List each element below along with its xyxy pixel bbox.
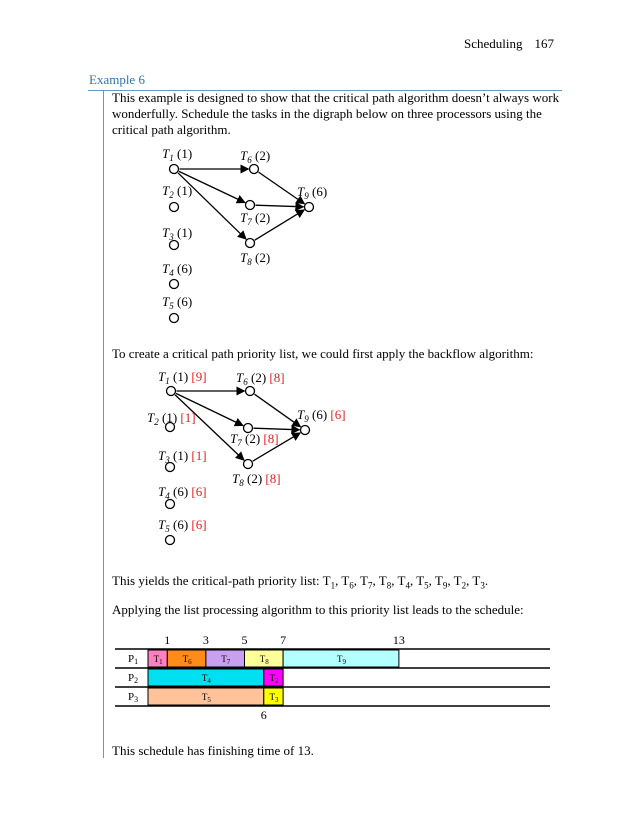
- priority-item: $T_9$: [434, 573, 448, 591]
- priority-item: $T_7$: [360, 573, 373, 591]
- node-label-t6: $T_6$ (2): [240, 148, 271, 165]
- intro-paragraph: This example is designed to show that the critical path algorithm doesn’t always work wonderfully. Schedule the tasks in the digraph below on three processors using the critical path algorithm.: [112, 90, 560, 137]
- priority-item: $T_1$: [322, 573, 336, 591]
- time-label-top: 7: [280, 633, 287, 647]
- priority-item: $T_8$: [378, 573, 392, 591]
- time-label-top: 3: [202, 633, 209, 647]
- header-page-number: 167: [534, 36, 554, 51]
- backflow-paragraph: To create a critical path priority list, we could first apply the backflow algorithm:: [112, 346, 534, 361]
- processor-label: P2: [128, 672, 139, 685]
- node-label-t1: $T_1$ (1) [9]: [158, 369, 207, 386]
- task-label-t2: $T_2$: [269, 673, 279, 685]
- finish-paragraph: This schedule has finishing time of 13.: [112, 743, 314, 758]
- processor-label: P1: [128, 653, 139, 666]
- time-label-top: 1: [164, 633, 171, 647]
- node-label-t3: $T_3$ (1): [162, 225, 193, 242]
- node-label-t5: $T_5$ (6): [162, 294, 193, 311]
- node-label-t1: $T_1$ (1): [162, 146, 193, 163]
- priority-items: $T_1$, $T_6$, $T_7$, $T_8$, $T_4$, $T_5$, $T_9$, $T_2$, $T_3$.: [322, 573, 489, 591]
- priority-item: $T_6$: [341, 573, 354, 591]
- task-label-t3: $T_3$: [269, 692, 279, 704]
- node-label-t4: $T_4$ (6): [162, 261, 193, 278]
- time-label-top: 5: [241, 633, 248, 647]
- priority-item: $T_5$: [416, 573, 429, 591]
- task-label-t9: $T_9$: [337, 654, 346, 666]
- header-section: Scheduling: [464, 36, 523, 51]
- node-label-t7: $T_7$ (2): [240, 210, 271, 227]
- priority-prefix: This yields the critical-path priority list:: [112, 573, 323, 588]
- node-label-t8: $T_8$ (2) [8]: [232, 471, 281, 488]
- priority-item: $T_3$: [472, 573, 485, 591]
- task-label-t1: $T_1$: [153, 654, 163, 666]
- node-label-t9: $T_9$ (6): [297, 184, 328, 201]
- priority-item: $T_2$: [453, 573, 467, 591]
- node-label-t2: $T_2$ (1): [162, 183, 193, 200]
- time-label-top: 13: [392, 633, 405, 647]
- node-label-t2: $T_2$ (1) [1]: [147, 410, 196, 427]
- task-label-t7: $T_7$: [221, 654, 231, 666]
- node-label-t3: $T_3$ (1) [1]: [158, 448, 207, 465]
- task-label-t8: $T_8$: [259, 654, 269, 666]
- node-label-t4: $T_4$ (6) [6]: [158, 484, 207, 501]
- task-label-t6: $T_6$: [182, 654, 192, 666]
- node-label-t8: $T_8$ (2): [240, 250, 271, 267]
- node-label-t5: $T_5$ (6) [6]: [158, 517, 207, 534]
- time-label-bottom: 6: [260, 708, 267, 722]
- node-label-t6: $T_6$ (2) [8]: [236, 370, 285, 387]
- schedule-intro-paragraph: Applying the list processing algorithm to this priority list leads to the schedule:: [112, 602, 524, 617]
- task-label-t5: $T_5$: [201, 692, 211, 704]
- node-label-t7: $T_7$ (2) [8]: [230, 431, 279, 448]
- task-label-t4: $T_4$: [201, 673, 211, 685]
- processor-label: P3: [128, 691, 139, 704]
- priority-item: $T_4$: [397, 573, 410, 591]
- node-label-t9: $T_9$ (6) [6]: [297, 407, 346, 424]
- example-title: Example 6: [89, 72, 145, 87]
